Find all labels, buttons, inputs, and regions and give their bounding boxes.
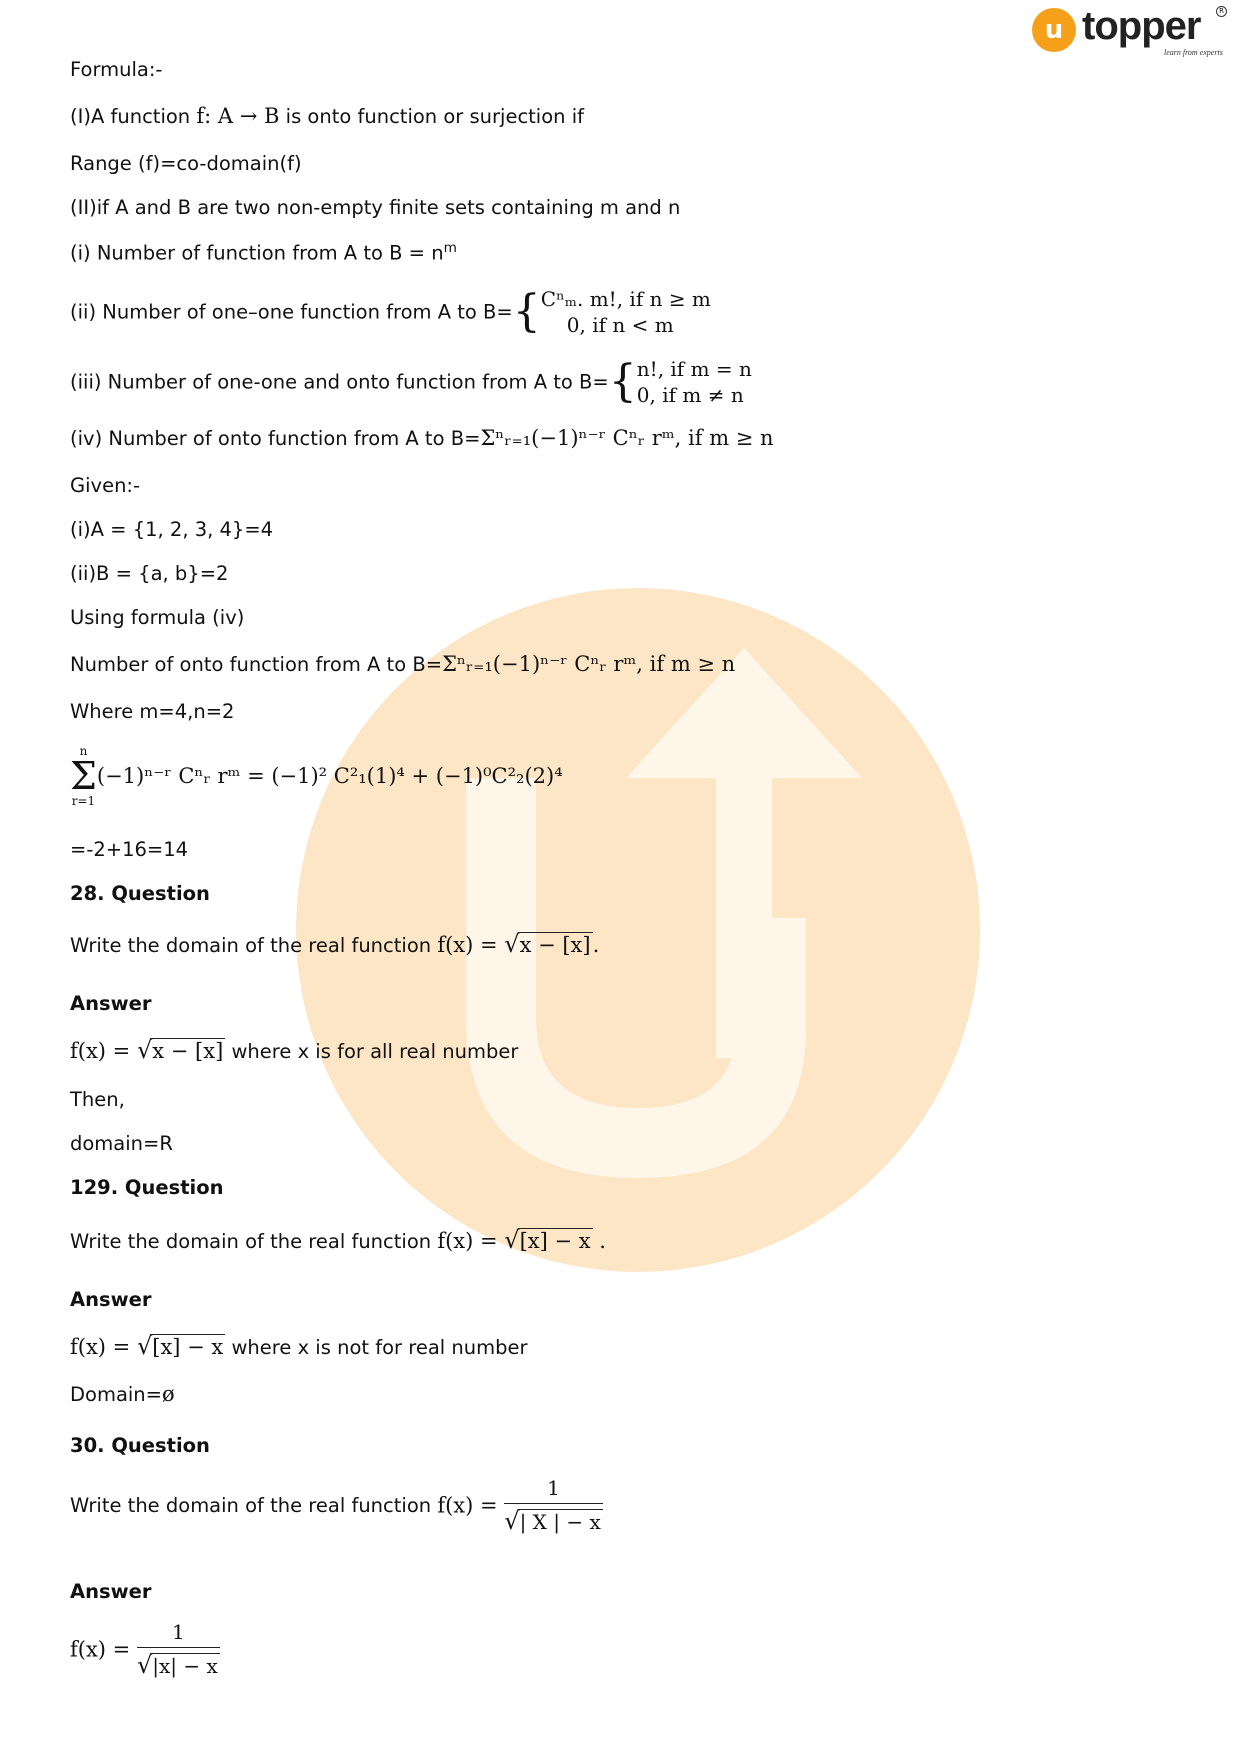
registered-mark: R: [1216, 6, 1227, 17]
answer-129-heading: Answer: [70, 1288, 152, 1311]
onto-sum-formula: Σⁿᵣ₌₁(−1)ⁿ⁻ʳ Cⁿᵣ rᵐ, if m ≥ n: [442, 652, 736, 676]
one-one-functions: (ii) Number of one–one function from A to B={ Cⁿₘ. m!, if n ≥ m 0, if n < m: [70, 286, 711, 337]
radicand: |x| − x: [152, 1654, 218, 1678]
case-1: Cⁿₘ. m!, if n ≥ m: [540, 287, 711, 311]
given-set-b: (ii)B = {a, b}=2: [70, 562, 229, 585]
logo-wordmark: topper: [1082, 4, 1201, 48]
onto-functions-applied: Number of onto function from A to B=Σⁿᵣ₌₁(−1)ⁿ⁻ʳ Cⁿᵣ rᵐ, if m ≥ n: [70, 652, 736, 676]
sum-result: =-2+16=14: [70, 838, 189, 861]
answer-28-heading: Answer: [70, 992, 152, 1015]
finite-sets-statement: (II)if A and B are two non-empty finite sets containing m and n: [70, 196, 681, 219]
sqrt-icon: √: [504, 1507, 520, 1535]
bijective-functions: (iii) Number of one-one and onto function from A to B={ n!, if m = n 0, if m ≠ n: [70, 356, 752, 407]
question-129-heading: 129. Question: [70, 1176, 224, 1199]
case-2: 0, if n < m: [566, 313, 674, 337]
formula-onto-definition: (I)A function f: A → B is onto function or surjection if: [70, 104, 584, 128]
sum-expansion-terms: (−1)ⁿ⁻ʳ Cⁿᵣ rᵐ = (−1)² C²₁(1)⁴ + (−1)⁰C²₂(2)⁴: [96, 764, 563, 788]
answer-28-text: f(x) = √x − [x] where x is for all real number: [70, 1036, 519, 1064]
domain-28: domain=R: [70, 1132, 173, 1155]
sqrt-icon: √: [136, 1651, 153, 1679]
radicand: [x] − x: [152, 1335, 224, 1359]
empty-set-symbol: ø: [162, 1382, 175, 1406]
radicand: [x] − x: [519, 1229, 591, 1253]
question-28-text: Write the domain of the real function f(x) = √x − [x].: [70, 930, 600, 958]
domain-129: Domain=ø: [70, 1382, 175, 1406]
radicand: x − [x]: [519, 933, 591, 957]
summation-icon: n Σ r=1: [70, 744, 97, 808]
sqrt-icon: √: [504, 930, 520, 958]
logo-u-icon: u: [1032, 8, 1076, 52]
question-30-heading: 30. Question: [70, 1434, 210, 1457]
math-function-map: f: A → B: [196, 104, 280, 128]
case-2: 0, if m ≠ n: [636, 383, 744, 407]
question-28-heading: 28. Question: [70, 882, 210, 905]
where-values: Where m=4,n=2: [70, 700, 235, 723]
logo-tagline: learn from experts: [1164, 48, 1223, 57]
onto-sum-formula: Σⁿᵣ₌₁(−1)ⁿ⁻ʳ Cⁿᵣ rᵐ, if m ≥ n: [480, 426, 774, 450]
given-heading: Given:-: [70, 474, 141, 497]
fraction: $\frac{1}{√| X | - x}$: [504, 1476, 601, 1535]
case-1: n!, if m = n: [636, 357, 752, 381]
answer-30-heading: Answer: [70, 1580, 152, 1603]
summation-expansion: [70, 744, 563, 808]
number-of-functions: (i) Number of function from A to $B = n^m$: [70, 240, 457, 265]
answer-30-text: f(x) = $\frac{1}{√|x| - x}$: [70, 1620, 218, 1679]
topper-logo[interactable]: [1032, 6, 1232, 60]
brace-icon: {: [608, 356, 637, 407]
formula-heading: Formula:-: [70, 58, 163, 81]
question-129-text: Write the domain of the real function f(x) = √[x] − x .: [70, 1226, 606, 1254]
fraction: $\frac{1}{√|x| - x}$: [136, 1620, 218, 1679]
sqrt-icon: √: [136, 1332, 153, 1360]
answer-129-text: f(x) = √[x] − x where x is not for real number: [70, 1332, 528, 1360]
range-equals-codomain: Range (f)=co-domain(f): [70, 152, 302, 175]
onto-functions-formula: (iv) Number of onto function from A to B=Σⁿᵣ₌₁(−1)ⁿ⁻ʳ Cⁿᵣ rᵐ, if m ≥ n: [70, 426, 774, 450]
using-formula: Using formula (iv): [70, 606, 245, 629]
question-30-text: Write the domain of the real function f(x) = $\frac{1}{√| X | - x}$: [70, 1476, 601, 1535]
then-label: Then,: [70, 1088, 125, 1111]
brace-icon: {: [512, 286, 541, 337]
sqrt-icon: √: [504, 1226, 520, 1254]
radicand: x − [x]: [152, 1039, 224, 1063]
radicand: | X | − x: [519, 1510, 601, 1534]
given-set-a: (i)A = {1, 2, 3, 4}=4: [70, 518, 274, 541]
sqrt-icon: √: [136, 1036, 153, 1064]
